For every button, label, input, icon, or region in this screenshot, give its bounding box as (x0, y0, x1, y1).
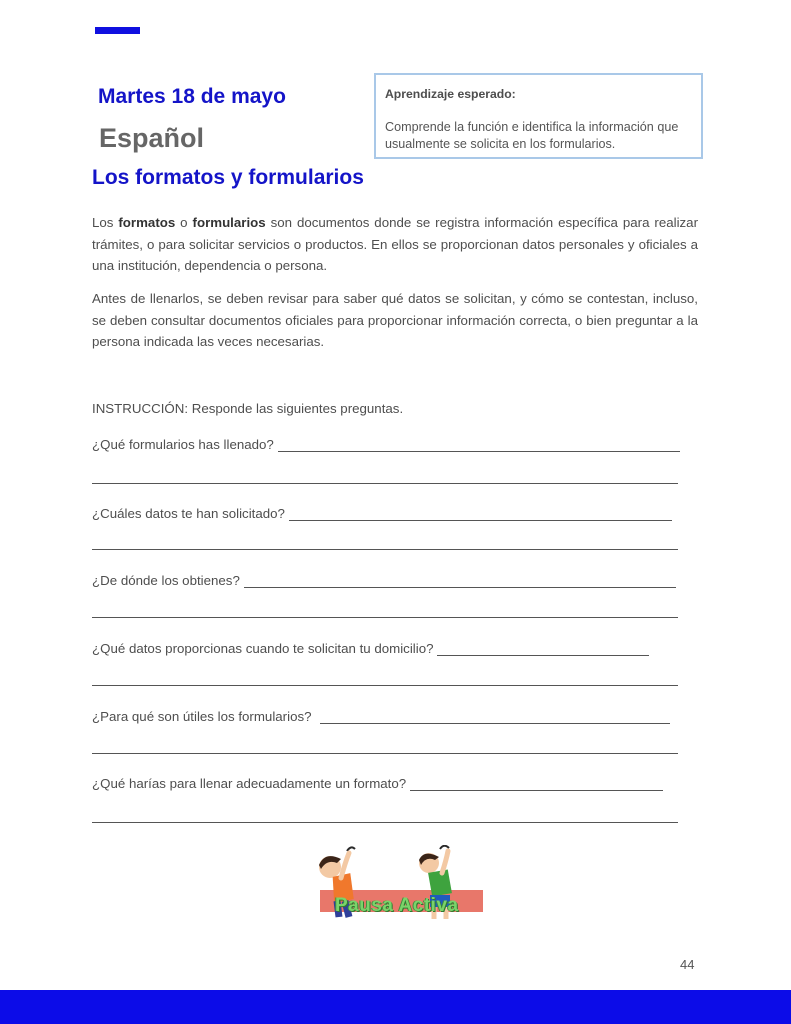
advice-paragraph: Antes de llenarlos, se deben revisar para saber qué datos se solicitan, y cómo se contestan, incluso, se deben consultar documentos oficiales para proporcionar información correcta, o bien preguntar a la persona indicada las veces necesarias. (92, 291, 698, 349)
question-text: ¿Cuáles datos te han solicitado? (92, 506, 285, 521)
answer-field[interactable] (244, 573, 676, 588)
pausa-activa-label: Pausa Activa (335, 895, 459, 916)
top-accent-bar (95, 27, 140, 34)
question-row (92, 773, 663, 791)
page-number: 44 (680, 957, 695, 972)
topic-heading: Los formatos y formularios (92, 166, 364, 189)
question-row (92, 434, 680, 452)
answer-line[interactable] (92, 617, 678, 618)
bold-term-formatos: formatos (118, 215, 176, 230)
question-row (92, 706, 670, 724)
answer-line[interactable] (92, 822, 678, 823)
learning-objective-text: Comprende la función e identifica la información que usualmente se solicita en los formularios. (385, 120, 679, 151)
learning-objective-title: Aprendizaje esperado: (385, 87, 516, 101)
pausa-activa-graphic (317, 845, 485, 923)
answer-field[interactable] (437, 641, 649, 656)
answer-field[interactable] (320, 709, 670, 724)
para-text: son documentos donde se registra información específica para realizar trámites, o para solicitar servicios o productos. En ellos se proporcionan datos personales y oficiales a una institución, dependencia o persona. (92, 215, 699, 273)
question-text: ¿De dónde los obtienes? (92, 573, 240, 588)
answer-field[interactable] (278, 437, 680, 452)
intro-paragraph (92, 212, 698, 277)
answer-field[interactable] (289, 506, 672, 521)
para-text: o (175, 215, 193, 230)
answer-line[interactable] (92, 753, 678, 754)
question-row (92, 570, 676, 588)
question-row (92, 503, 672, 521)
para-text: Los (92, 215, 119, 230)
answer-line[interactable] (92, 549, 678, 550)
date-heading: Martes 18 de mayo (98, 85, 286, 108)
answer-field[interactable] (410, 776, 663, 791)
question-text: ¿Qué formularios has llenado? (92, 437, 274, 452)
question-text: ¿Qué datos proporcionas cuando te solicitan tu domicilio? (92, 641, 434, 656)
question-text: ¿Para qué son útiles los formularios? (92, 709, 312, 724)
question-text: ¿Qué harías para llenar adecuadamente un formato? (92, 776, 407, 791)
learning-objective-box (374, 73, 703, 159)
question-row (92, 638, 649, 656)
instruction-text: INSTRUCCIÓN: Responde las siguientes preguntas. (92, 401, 404, 416)
bottom-accent-bar (0, 990, 791, 1024)
bold-term-formularios: formularios (192, 215, 266, 230)
subject-heading: Español (99, 123, 205, 153)
answer-line[interactable] (92, 685, 678, 686)
answer-line[interactable] (92, 483, 678, 484)
